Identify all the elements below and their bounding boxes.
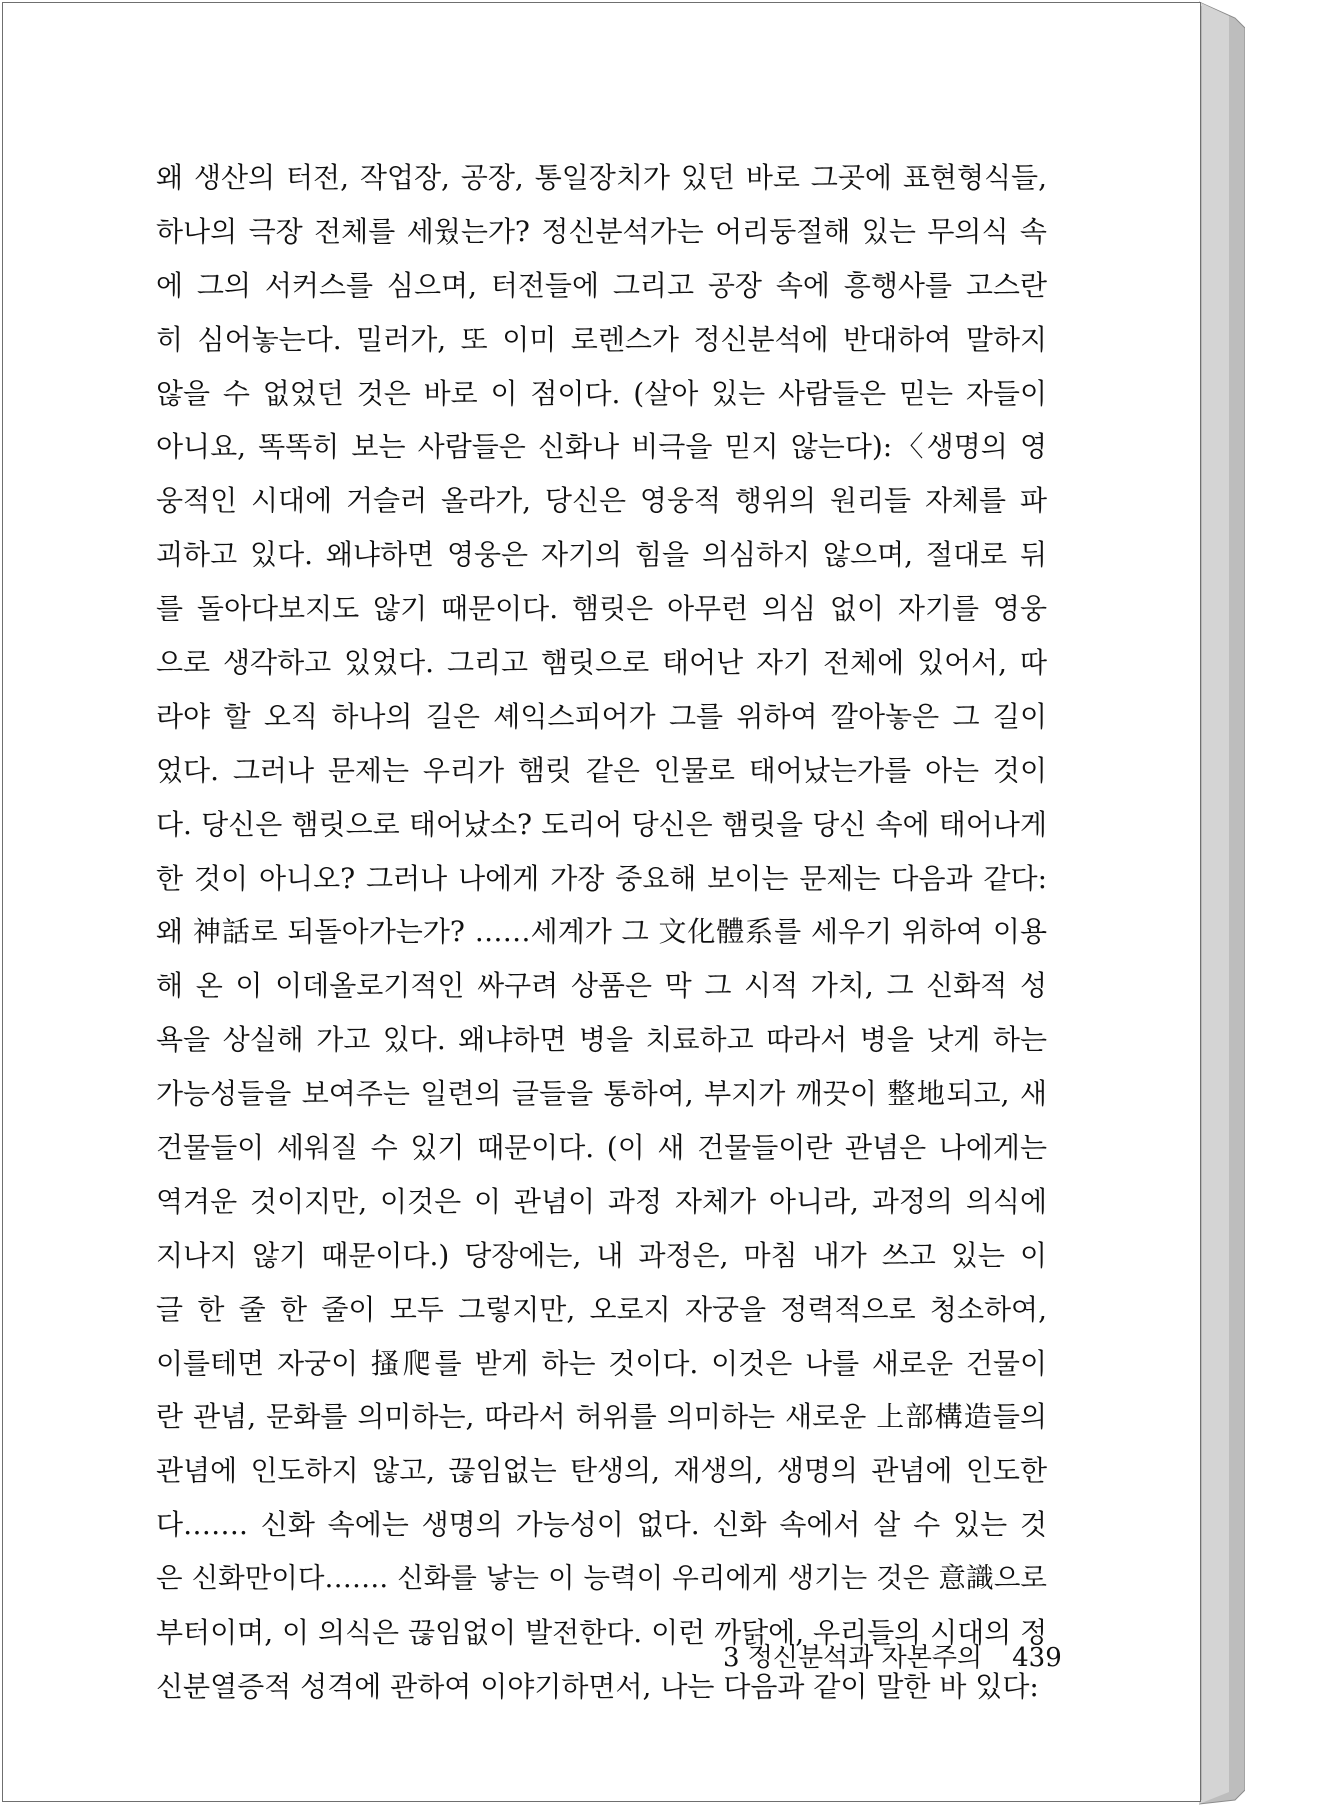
page-sheet [2, 2, 1201, 1802]
running-head: 3 정신분석과 자본주의 [723, 1643, 983, 1673]
body-text [156, 151, 1047, 1714]
text-line: 한 것이 아니오? 그러나 나에게 가장 중요해 보이는 문제는 다음과 같다: [156, 861, 1047, 895]
text-line: 않을 수 없었던 것은 바로 이 점이다. (살아 있는 사람들은 믿는 자들이 [156, 376, 1047, 410]
text-line: 관념에 인도하지 않고, 끊임없는 탄생의, 재생의, 생명의 관념에 인도한 [156, 1454, 1047, 1488]
text-line: 괴하고 있다. 왜냐하면 영웅은 자기의 힘을 의심하지 않으며, 절대로 뒤 [156, 538, 1047, 572]
text-line: 부터이며, 이 의식은 끊임없이 발전한다. 이런 까닭에, 우리들의 시대의 정 [156, 1616, 1047, 1650]
text-line: 를 돌아다보지도 않기 때문이다. 햄릿은 아무런 의심 없이 자기를 영웅 [156, 592, 1047, 626]
text-line: 신분열증적 성격에 관하여 이야기하면서, 나는 다음과 같이 말한 바 있다: [156, 1669, 1039, 1703]
text-line: 은 신화만이다……. 신화를 낳는 이 능력이 우리에게 생기는 것은 意識으로 [156, 1562, 1047, 1595]
text-line: 욕을 상실해 가고 있다. 왜냐하면 병을 치료하고 따라서 병을 낫게 하는 [156, 1023, 1047, 1057]
text-line: 하나의 극장 전체를 세웠는가? 정신분석가는 어리둥절해 있는 무의식 속 [156, 214, 1047, 248]
text-line: 다……. 신화 속에는 생명의 가능성이 없다. 신화 속에서 살 수 있는 것 [156, 1508, 1047, 1542]
text-line: 역겨운 것이지만, 이것은 이 관념이 과정 자체가 아니라, 과정의 의식에 [156, 1184, 1047, 1218]
page-number: 439 [1012, 1643, 1062, 1673]
text-line: 란 관념, 문화를 의미하는, 따라서 허위를 의미하는 새로운 上部構造들의 [156, 1400, 1047, 1434]
text-line: 이를테면 자궁이 搔爬를 받게 하는 것이다. 이것은 나를 새로운 건물이 [156, 1346, 1047, 1380]
text-line: 었다. 그러나 문제는 우리가 햄릿 같은 인물로 태어났는가를 아는 것이 [156, 753, 1047, 787]
text-line: 건물들이 세워질 수 있기 때문이다. (이 새 건물들이란 관념은 나에게는 [156, 1131, 1047, 1165]
page-footer [723, 1631, 1062, 1685]
text-line: 다. 당신은 햄릿으로 태어났소? 도리어 당신은 햄릿을 당신 속에 태어나게 [156, 807, 1047, 841]
text-line: 왜 神話로 되돌아가는가? ……세계가 그 文化體系를 세우기 위하여 이용 [156, 915, 1047, 949]
text-line: 글 한 줄 한 줄이 모두 그렇지만, 오로지 자궁을 정력적으로 청소하여, [156, 1292, 1047, 1326]
text-line: 으로 생각하고 있었다. 그리고 햄릿으로 태어난 자기 전체에 있어서, 따 [156, 646, 1047, 680]
text-line: 히 심어놓는다. 밀러가, 또 이미 로렌스가 정신분석에 반대하여 말하지 [156, 322, 1047, 356]
text-line: 에 그의 서커스를 심으며, 터전들에 그리고 공장 속에 흥행사를 고스란 [156, 268, 1047, 302]
text-line: 라야 할 오직 하나의 길은 셰익스피어가 그를 위하여 깔아놓은 그 길이 [156, 699, 1047, 733]
text-line: 가능성들을 보여주는 일련의 글들을 통하여, 부지가 깨끗이 整地되고, 새 [156, 1077, 1047, 1111]
text-line: 웅적인 시대에 거슬러 올라가, 당신은 영웅적 행위의 원리들 자체를 파 [156, 484, 1047, 518]
page-edge-shadow [1199, 0, 1245, 1806]
text-line: 아니요, 똑똑히 보는 사람들은 신화나 비극을 믿지 않는다):〈생명의 영 [156, 430, 1047, 464]
text-line: 지나지 않기 때문이다.) 당장에는, 내 과정은, 마침 내가 쓰고 있는 이 [156, 1238, 1047, 1272]
text-line: 해 온 이 이데올로기적인 싸구려 상품은 막 그 시적 가치, 그 신화적 성 [156, 969, 1047, 1003]
text-line: 왜 생산의 터전, 작업장, 공장, 통일장치가 있던 바로 그곳에 표현형식들, [156, 161, 1047, 194]
